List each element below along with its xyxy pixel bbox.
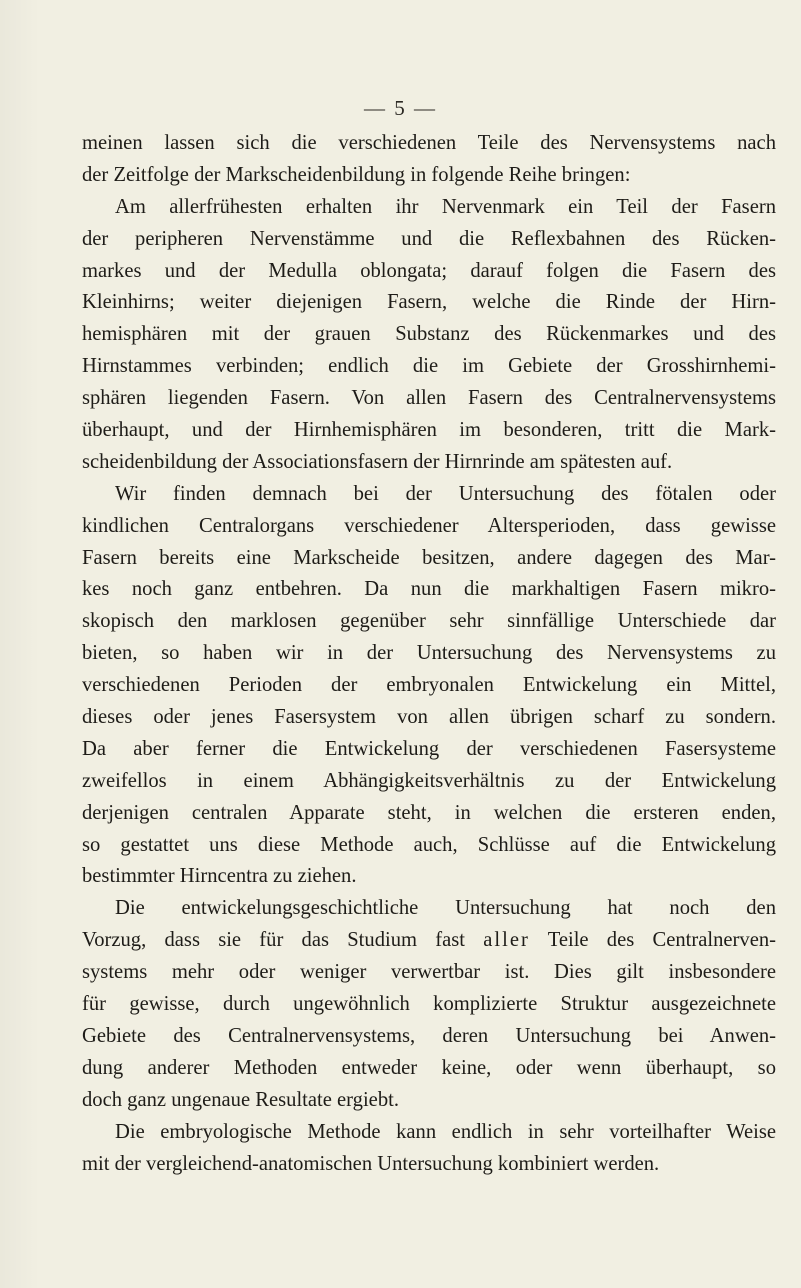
line-segment: Vorzug, dass sie für das Studium fast [82, 929, 484, 952]
text-line: Da aber ferner die Entwickelung der verschiedenen Fasersysteme [82, 737, 776, 760]
line-segment: Teile des Centralnerven- [529, 929, 776, 952]
text-line: Am allerfrühesten erhalten ihr Nervenmark ein Teil der Fasern [115, 195, 776, 218]
text-line [82, 925, 776, 957]
text-line: sphären liegenden Fasern. Von allen Fasern des Centralnervensystems [82, 387, 776, 410]
text-line: skopisch den marklosen gegenüber sehr sinnfällige Unterschiede dar [82, 610, 776, 633]
text-line: bieten, so haben wir in der Untersuchung des Nervensystems zu [82, 642, 776, 665]
text-line: Die entwickelungsgeschichtliche Untersuchung hat noch den [115, 897, 776, 920]
text-line: Hirnstammes verbinden; endlich die im Gebiete der Grosshirnhemi- [82, 355, 776, 378]
text-line: markes und der Medulla oblongata; darauf folgen die Fasern des [82, 259, 776, 282]
text-line: Kleinhirns; weiter diejenigen Fasern, welche die Rinde der Hirn- [82, 291, 776, 314]
text-line: Gebiete des Centralnervensystems, deren Untersuchung bei Anwen- [82, 1024, 776, 1047]
text-line: derjenigen centralen Apparate steht, in welchen die ersteren enden, [82, 801, 776, 824]
text-line: kindlichen Centralorgans verschiedener Altersperioden, dass gewisse [82, 514, 776, 537]
page-number: — 5 — [364, 96, 437, 120]
text-line: Fasern bereits eine Markscheide besitzen, andere dagegen des Mar- [82, 546, 776, 569]
text-line: scheidenbildung der Associationsfasern der Hirnrinde am spätesten auf. [82, 450, 673, 473]
text-line: verschiedenen Perioden der embryonalen Entwickelung ein Mittel, [82, 674, 776, 697]
text-line: so gestattet uns diese Methode auch, Schlüsse auf die Entwickelung [82, 833, 776, 856]
emphasized-word: aller [483, 929, 530, 952]
text-line: mit der vergleichend-anatomischen Untersuchung kombiniert werden. [82, 1152, 660, 1175]
text-line: dieses oder jenes Fasersystem von allen übrigen scharf zu sondern. [82, 706, 776, 729]
text-line: der Zeitfolge der Markscheidenbildung in folgende Reihe bringen: [82, 163, 631, 186]
text-line: überhaupt, und der Hirnhemisphären im besonderen, tritt die Mark- [82, 419, 776, 442]
text-line: meinen lassen sich die verschiedenen Teile des Nervensystems nach [82, 132, 776, 154]
text-line: zweifellos in einem Abhängigkeitsverhältnis zu der Entwickelung [82, 769, 776, 792]
text-line: für gewisse, durch ungewöhnlich komplizierte Struktur ausgezeichnete [82, 993, 776, 1016]
text-line: bestimmter Hirncentra zu ziehen. [82, 865, 357, 888]
text-line: Die embryologische Methode kann endlich in sehr vorteilhafter Weise [115, 1120, 776, 1143]
text-line: systems mehr oder weniger verwertbar ist. Dies gilt insbesondere [82, 961, 776, 984]
text-line: dung anderer Methoden entweder keine, oder wenn überhaupt, so [82, 1056, 776, 1079]
text-line: der peripheren Nervenstämme und die Reflexbahnen des Rücken- [82, 227, 776, 250]
body-text [82, 128, 776, 1180]
text-line: kes noch ganz entbehren. Da nun die markhaltigen Fasern mikro- [82, 578, 776, 601]
text-line: doch ganz ungenaue Resultate ergiebt. [82, 1088, 399, 1111]
text-line: Wir finden demnach bei der Untersuchung des fötalen oder [115, 482, 776, 505]
text-line: hemisphären mit der grauen Substanz des Rückenmarkes und des [82, 323, 776, 346]
